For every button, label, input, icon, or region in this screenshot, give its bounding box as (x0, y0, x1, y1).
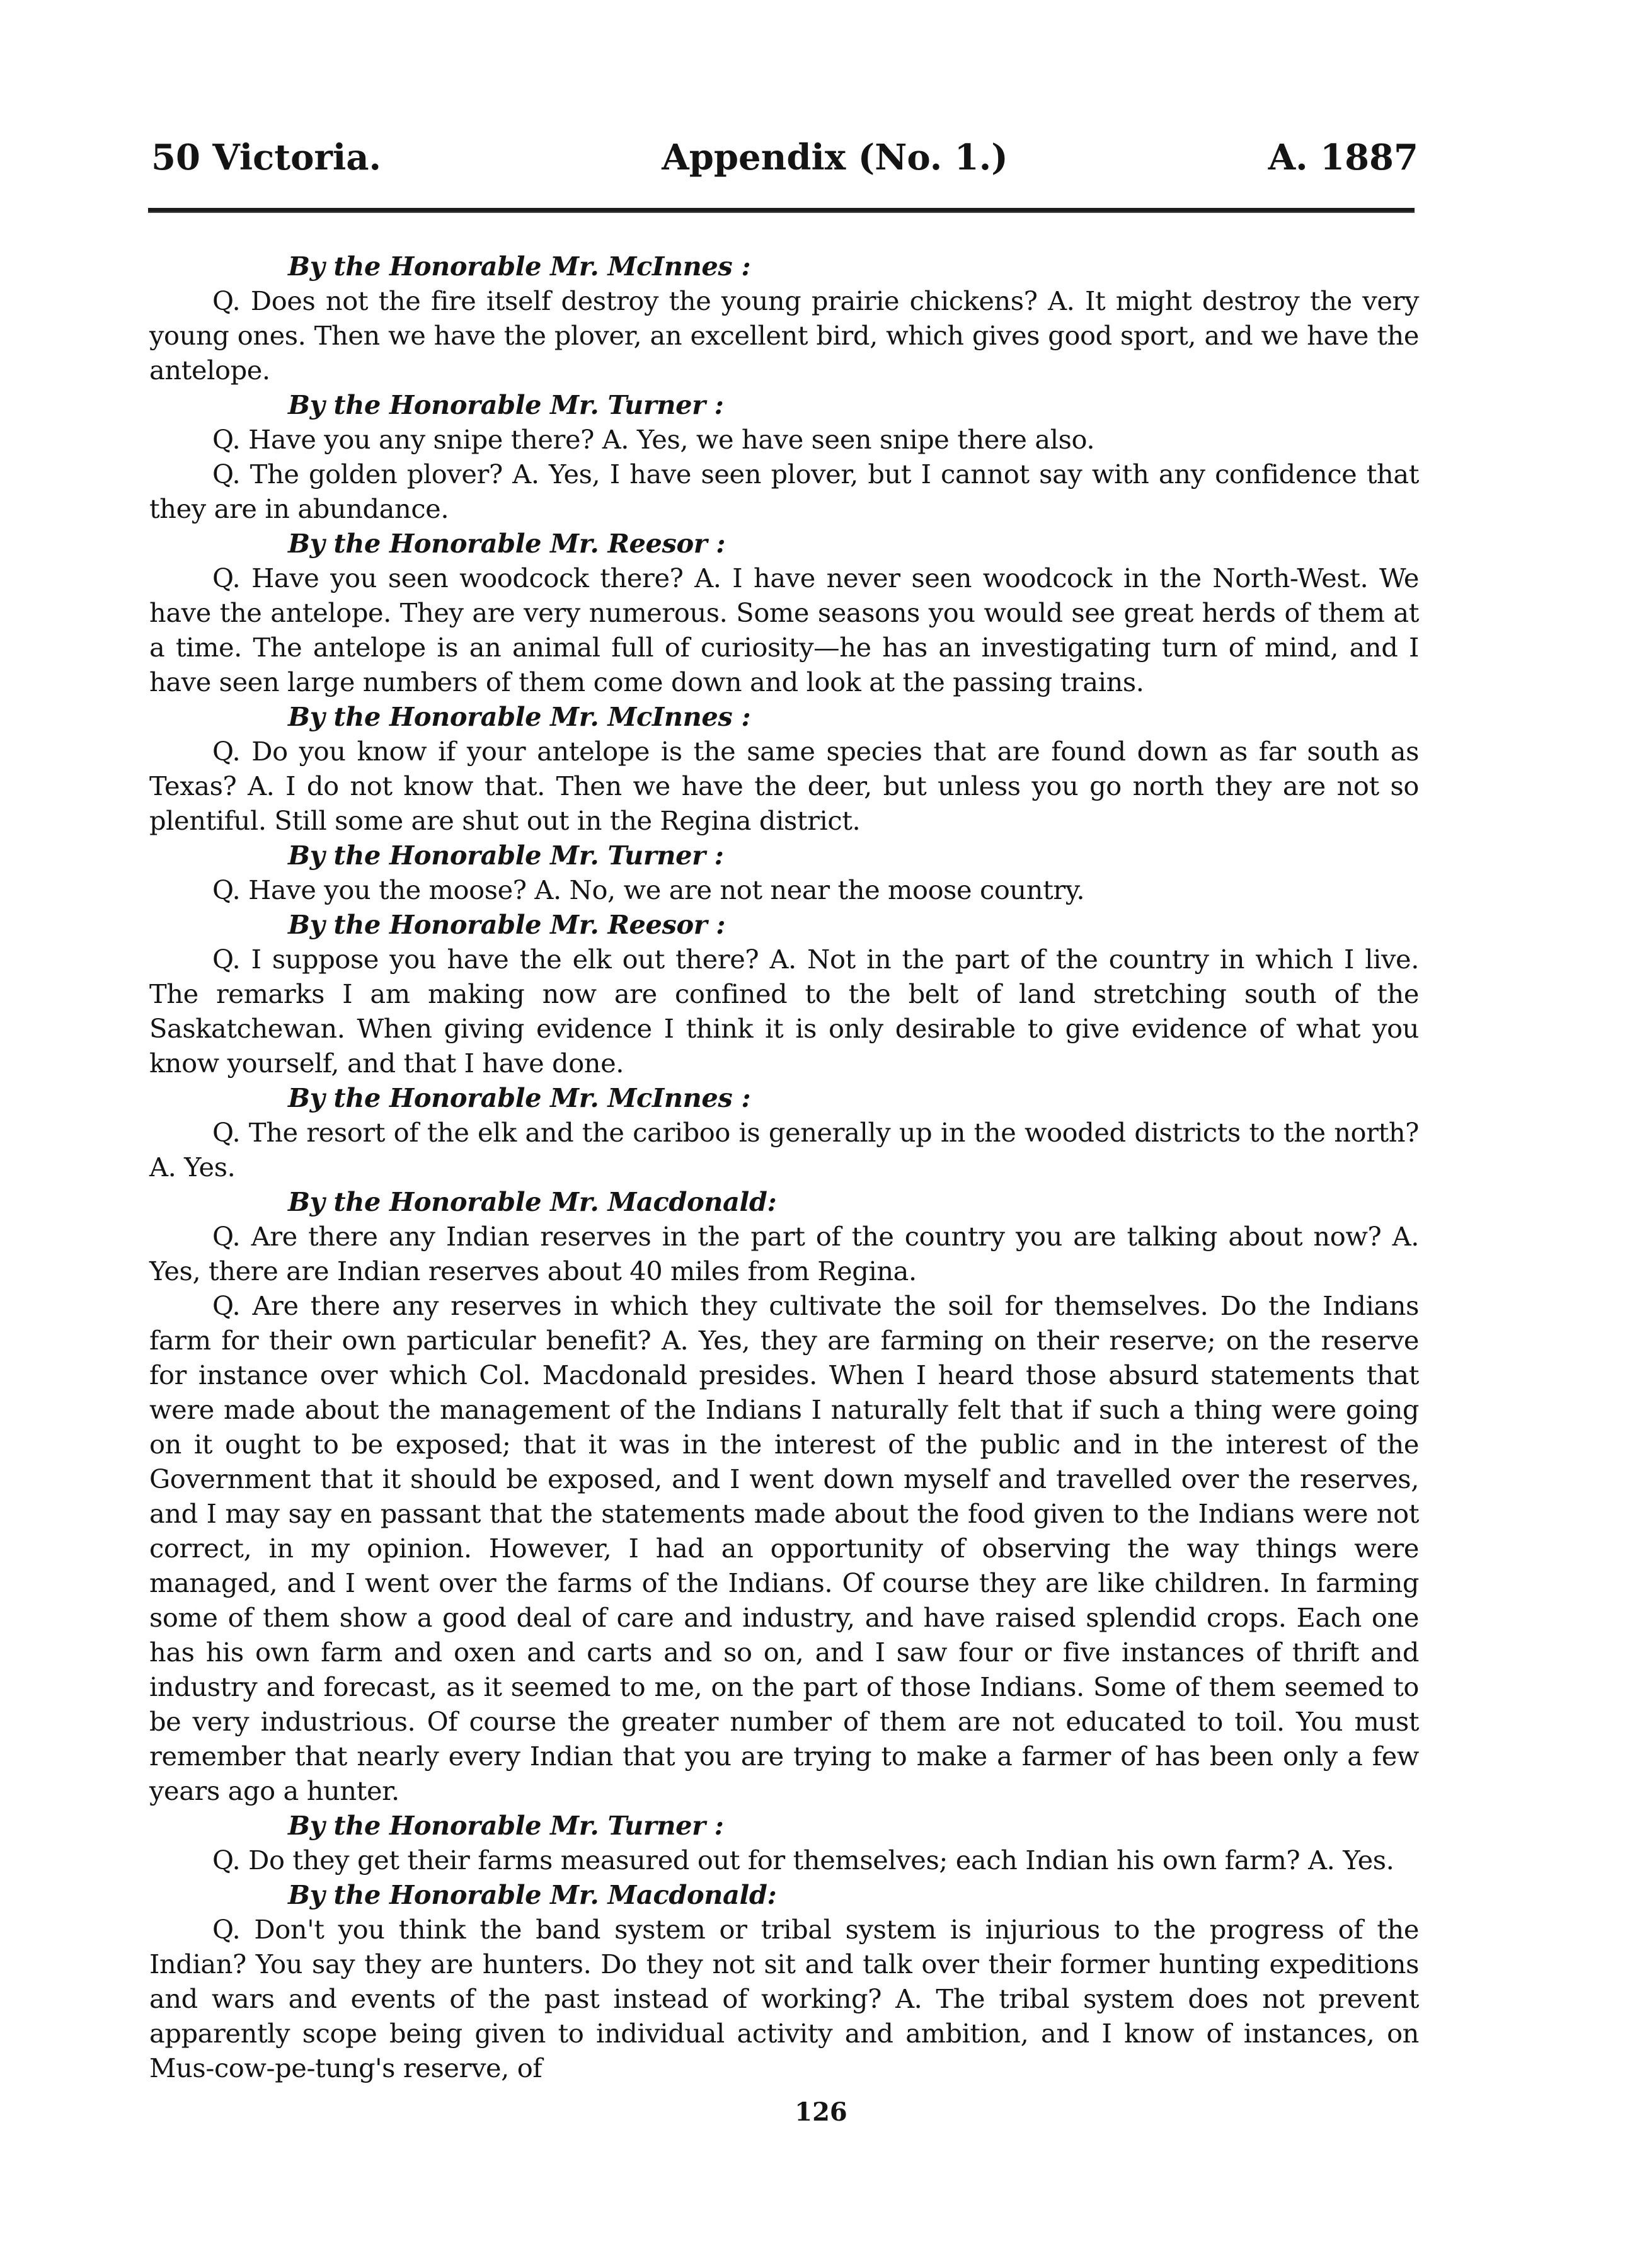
speaker-heading: By the Honorable Mr. McInnes : (288, 1082, 751, 1113)
speaker-heading: By the Honorable Mr. McInnes : (288, 251, 751, 282)
speaker-heading: By the Honorable Mr. Turner : (288, 1810, 724, 1841)
testimony-body (149, 249, 1419, 2085)
speaker-heading: By the Honorable Mr. Reesor : (288, 528, 726, 559)
speaker-heading: By the Honorable Mr. Turner : (288, 389, 724, 420)
qa-paragraph: Q. Do you know if your antelope is the same species that are found down as far south as Texas? A. I do not know that. Then we have the deer, but unless you go north they are not so plentiful. Still some are shut out in the Regina district. (149, 736, 1419, 836)
qa-paragraph: Q. Do they get their farms measured out for themselves; each Indian his own farm? A. Yes. (212, 1845, 1394, 1876)
qa-paragraph: Q. The golden plover? A. Yes, I have seen plover, but I cannot say with any confidence that they are in abundance. (149, 459, 1419, 524)
qa-paragraph: Q. Don't you think the band system or tribal system is injurious to the progress of the Indian? You say they are hunters. Do they not sit and talk over their former hunting expeditions and wars and events of the past instead of working? A. The tribal system does not prevent apparently scope being given to individual activity and ambition, and I know of instances, on Mus-cow-pe-tung's reserve, of (149, 1914, 1419, 2083)
qa-paragraph: Q. Have you seen woodcock there? A. I have never seen woodcock in the North-West. We have the antelope. They are very numerous. Some seasons you would see great herds of them at a time. The antelope is an animal full of curiosity—he has an investigating turn of mind, and I have seen large numbers of them come down and look at the passing trains. (149, 563, 1419, 697)
header-session: 50 Victoria. (151, 137, 382, 178)
header-appendix: Appendix (No. 1.) (662, 137, 1008, 178)
header-year: A. 1887 (1268, 137, 1418, 178)
speaker-heading: By the Honorable Mr. Reesor : (288, 909, 726, 940)
qa-paragraph: Q. I suppose you have the elk out there? A. Not in the part of the country in which I live. The remarks I am making now are confined to the belt of land stretching south of the Saskatchewan. When giving evidence I think it is only desirable to give evidence of what you know yourself, and that I have done. (149, 944, 1419, 1079)
speaker-heading: By the Honorable Mr. Macdonald: (288, 1186, 777, 1217)
speaker-heading: By the Honorable Mr. Macdonald: (288, 1879, 777, 1910)
qa-paragraph: Q. Have you the moose? A. No, we are not near the moose country. (212, 874, 1085, 905)
qa-paragraph: Q. Does not the fire itself destroy the young prairie chickens? A. It might destroy the very young ones. Then we have the plover, an excellent bird, which gives good sport, and we have the antelope. (149, 285, 1419, 386)
qa-paragraph: Q. The resort of the elk and the cariboo is generally up in the wooded districts to the north? A. Yes. (149, 1117, 1419, 1183)
qa-paragraph: Q. Are there any Indian reserves in the part of the country you are talking about now? A. Yes, there are Indian reserves about 40 miles from Regina. (149, 1221, 1419, 1286)
qa-paragraph: Q. Are there any reserves in which they cultivate the soil for themselves. Do the Indians farm for their own particular benefit? A. Yes, they are farming on their reserve; on the reserve for instance over which Col. Macdonald presides. When I heard those absurd statements that were made about the management of the Indians I naturally felt that if such a thing were going on it ought to be exposed; that it was in the interest of the public and in the interest of the Government that it should be exposed, and I went down myself and travelled over the reserves, and I may say en passant that the statements made about the food given to the Indians were not correct, in my opinion. However, I had an opportunity of observing the way things were managed, and I went over the farms of the Indians. Of course they are like children. In farming some of them show a good deal of care and industry, and have raised splendid crops. Each one has his own farm and oxen and carts and so on, and I saw four or five instances of thrift and industry and forecast, as it seemed to me, on the part of those Indians. Some of them seemed to be very industrious. Of course the greater number of them are not educated to toil. You must remember that nearly every Indian that you are trying to make a farmer of has been only a few years ago a hunter. (149, 1290, 1419, 1806)
page-number: 126 (795, 2097, 847, 2127)
speaker-heading: By the Honorable Mr. Turner : (288, 840, 724, 871)
running-head (0, 129, 1642, 186)
header-rule (148, 208, 1415, 213)
qa-paragraph: Q. Have you any snipe there? A. Yes, we have seen snipe there also. (212, 424, 1095, 455)
speaker-heading: By the Honorable Mr. McInnes : (288, 701, 751, 732)
